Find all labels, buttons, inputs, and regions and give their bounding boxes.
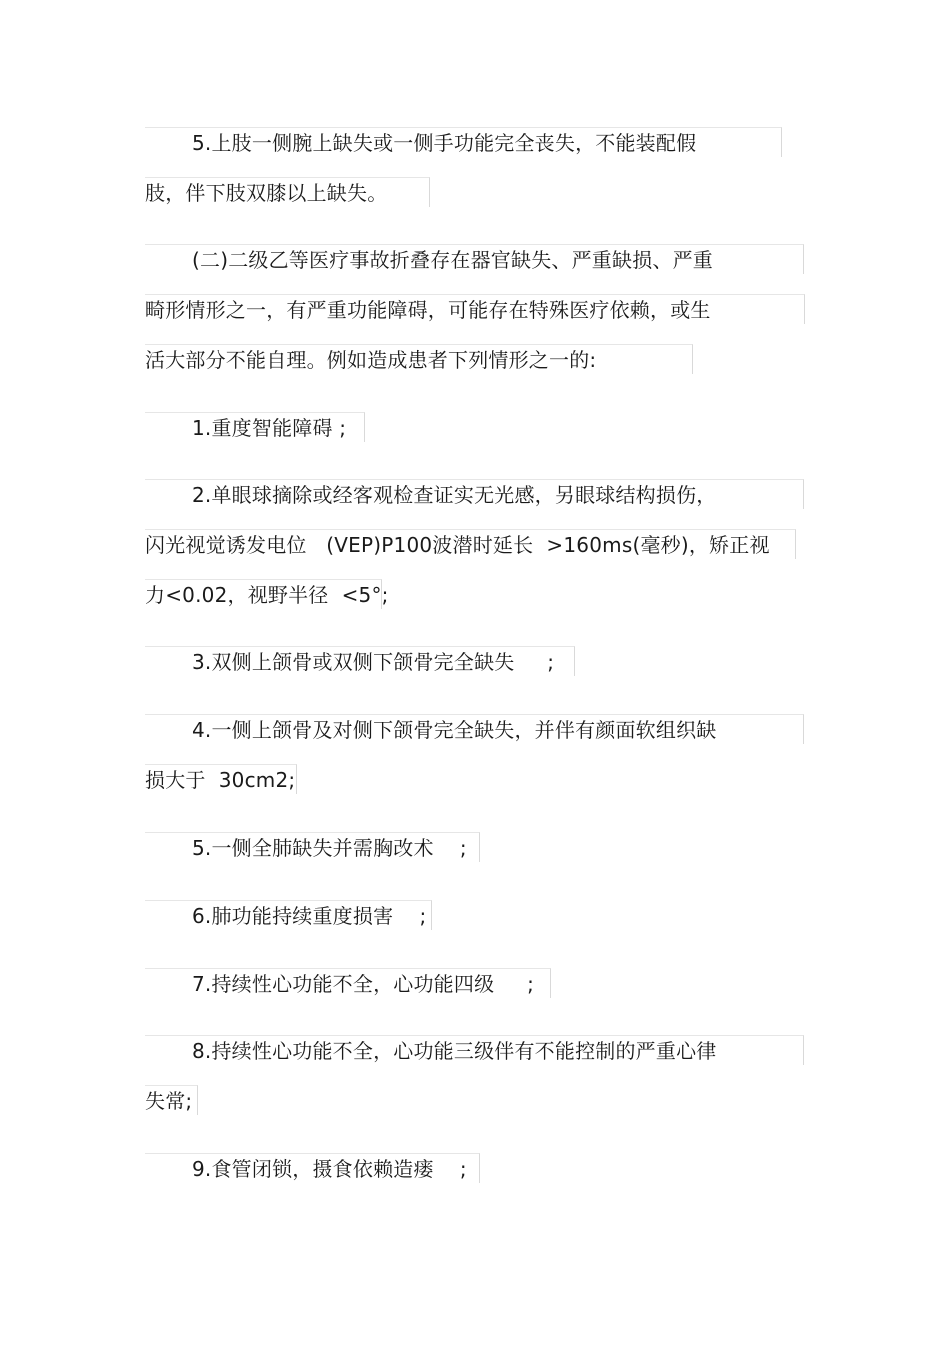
text-line: 3.双侧上颌骨或双侧下颌骨完全缺失 ; (145, 646, 575, 676)
text-line: 1.重度智能障碍 ; (145, 412, 365, 442)
text-line: 肢，伴下肢双膝以上缺失。 (145, 177, 430, 207)
text-line: 活大部分不能自理。例如造成患者下列情形之一的: (145, 344, 693, 374)
text-line: 失常; (145, 1085, 198, 1115)
text-line: (二)二级乙等医疗事故折叠存在器官缺失、严重缺损、严重 (145, 244, 804, 274)
text-line: 8.持续性心功能不全，心功能三级伴有不能控制的严重心律 (145, 1035, 804, 1065)
text-line: 畸形情形之一，有严重功能障碍，可能存在特殊医疗依赖，或生 (145, 294, 805, 324)
text-line: 损大于 30cm2; (145, 764, 297, 794)
text-line: 4.一侧上颌骨及对侧下颌骨完全缺失，并伴有颜面软组织缺 (145, 714, 804, 744)
text-line: 7.持续性心功能不全，心功能四级 ; (145, 968, 551, 998)
text-line: 5.上肢一侧腕上缺失或一侧手功能完全丧失，不能装配假 (145, 127, 782, 157)
text-line: 5.一侧全肺缺失并需胸改术 ; (145, 832, 480, 862)
text-line: 6.肺功能持续重度损害 ; (145, 900, 432, 930)
text-line: 2.单眼球摘除或经客观检查证实无光感，另眼球结构损伤， (145, 479, 804, 509)
text-line: 力<0.02，视野半径 <5°; (145, 579, 382, 609)
text-line: 闪光视觉诱发电位 (VEP)P100波潜时延长 >160ms(毫秒)，矫正视 (145, 529, 796, 559)
text-line: 9.食管闭锁，摄食依赖造瘘 ; (145, 1153, 480, 1183)
